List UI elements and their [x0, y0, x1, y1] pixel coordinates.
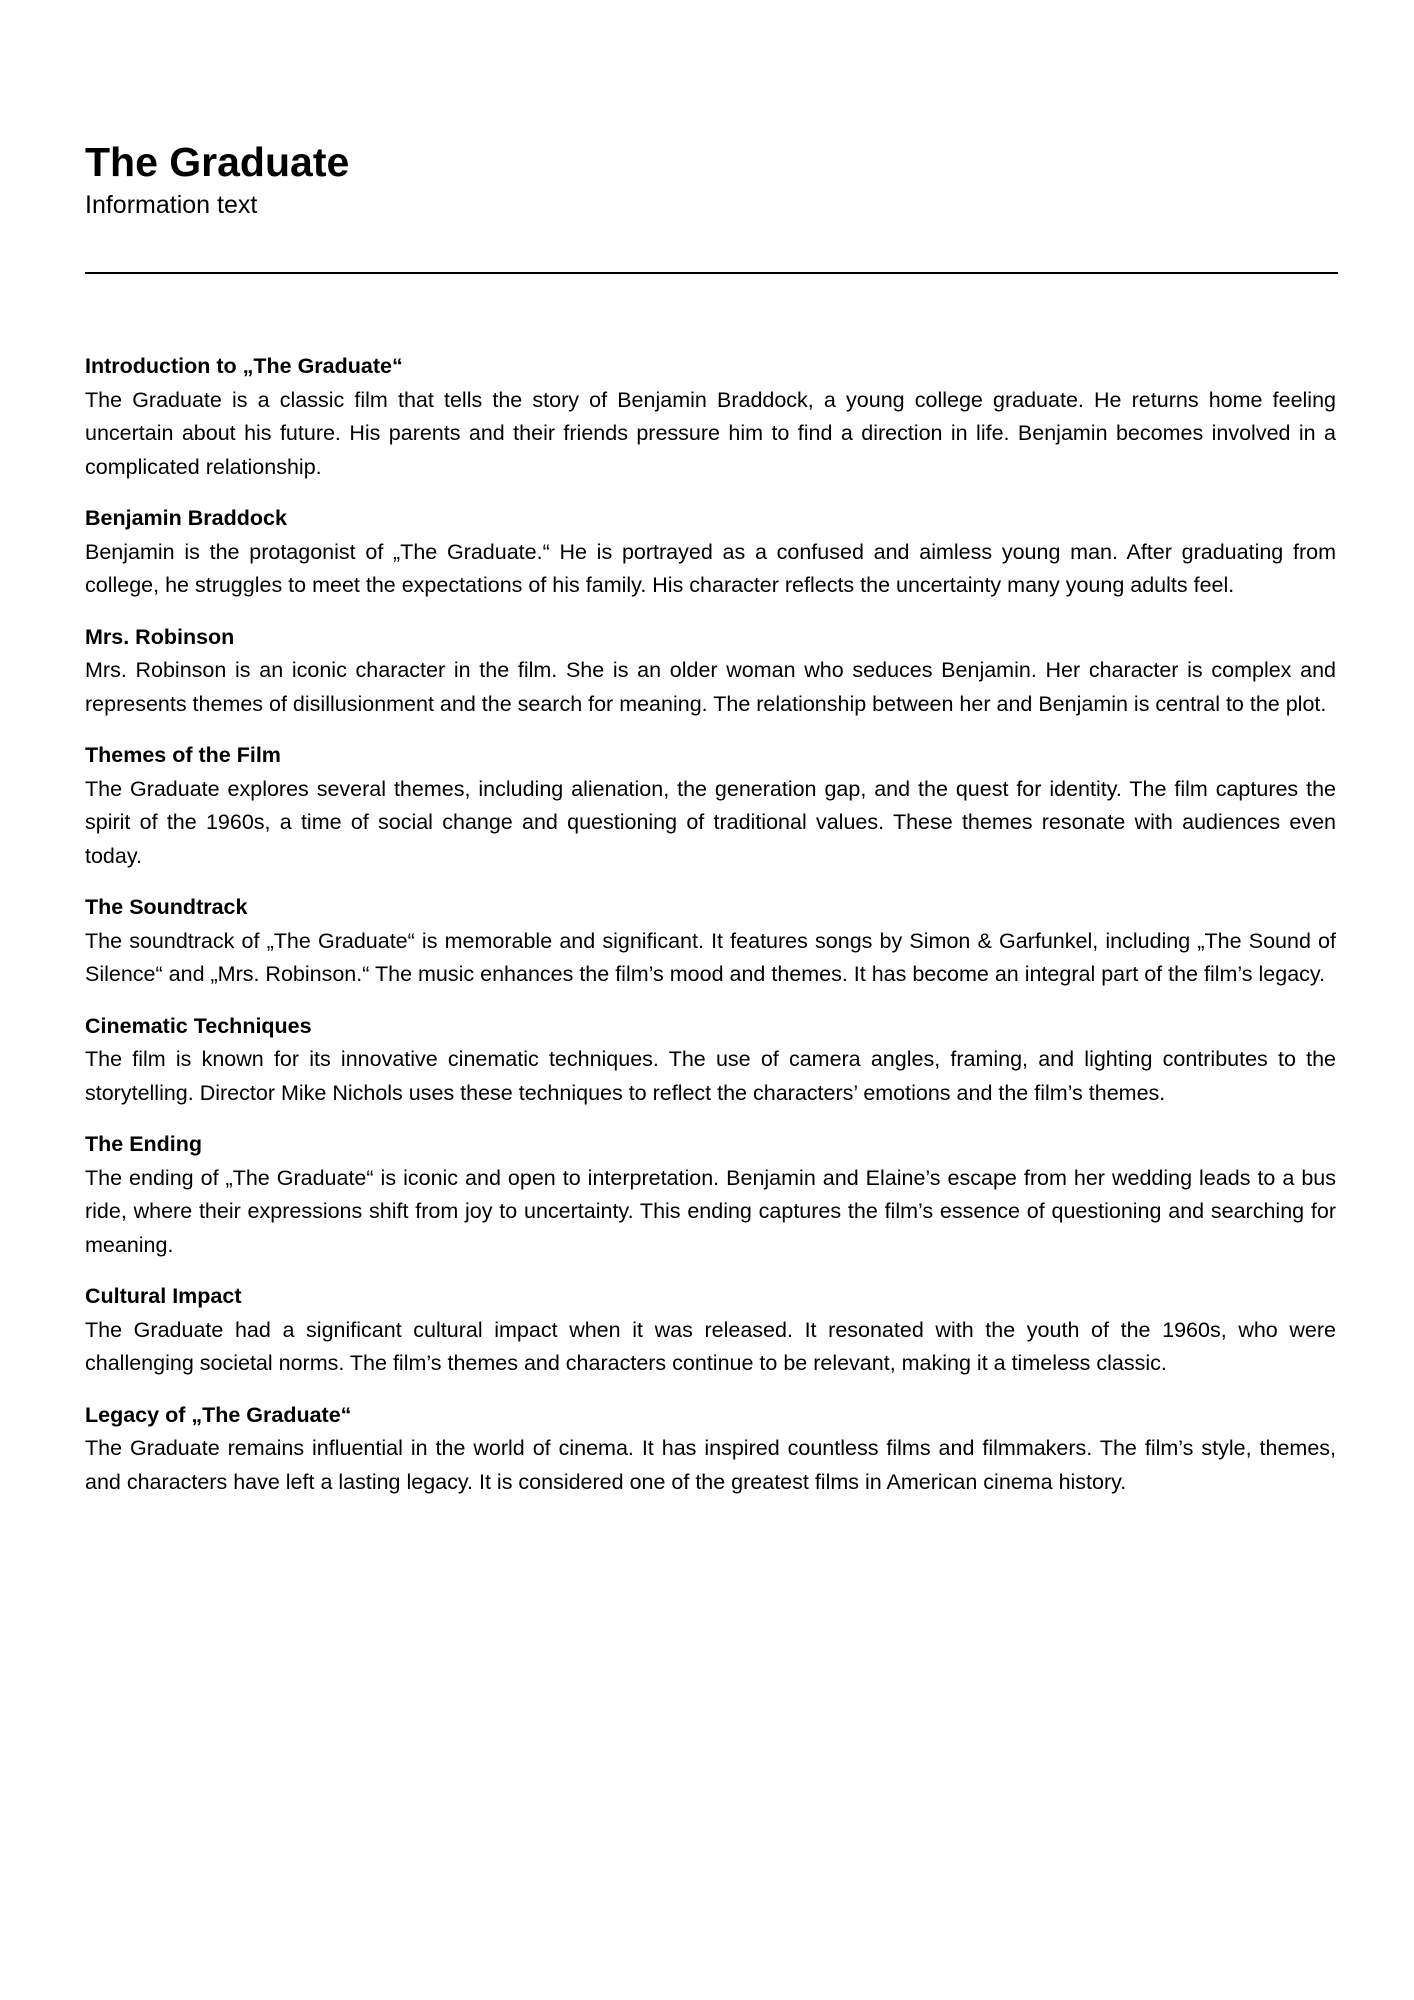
section-body: The Graduate remains influential in the world of cinema. It has inspired countless films and filmmakers. The film’s style, themes, and characters have left a lasting legacy. It is considered one of the greatest films in American cinema history. — [85, 1436, 1336, 1494]
sections-container — [85, 350, 1336, 1517]
section-heading: Cultural Impact — [85, 1284, 242, 1308]
section-cinematic-techniques — [85, 1010, 1336, 1111]
section-body: The ending of „The Graduate“ is iconic and open to interpretation. Benjamin and Elaine’s escape from her wedding leads to a bus ride, where their expressions shift from joy to uncertainty. This ending captures the film’s essence of questioning and searching for meaning. — [85, 1165, 1336, 1257]
section-benjamin-braddock — [85, 502, 1336, 603]
section-cultural-impact — [85, 1280, 1336, 1381]
document-title: The Graduate — [85, 139, 350, 185]
section-heading: The Ending — [85, 1132, 203, 1156]
header-divider — [85, 272, 1338, 274]
section-heading: Introduction to „The Graduate“ — [85, 354, 403, 378]
document-subtitle: Information text — [85, 191, 258, 219]
section-body: The Graduate is a classic film that tells the story of Benjamin Braddock, a young college graduate. He returns home feeling uncertain about his future. His parents and their friends pressure him to find a direction in life. Benjamin becomes involved in a complicated relationship. — [85, 387, 1336, 479]
section-ending — [85, 1128, 1336, 1262]
section-introduction — [85, 350, 1336, 484]
section-heading: Benjamin Braddock — [85, 506, 287, 530]
section-body: The Graduate explores several themes, including alienation, the generation gap, and the quest for identity. The film captures the spirit of the 1960s, a time of social change and questioning of traditional values. These themes resonate with audiences even today. — [85, 776, 1336, 868]
section-body: Benjamin is the protagonist of „The Graduate.“ He is portrayed as a confused and aimless young man. After graduating from college, he struggles to meet the expectations of his family. His character reflects the uncertainty many young adults feel. — [85, 539, 1336, 597]
section-heading: Mrs. Robinson — [85, 624, 235, 649]
section-body: The film is known for its innovative cinematic techniques. The use of camera angles, framing, and lighting contributes to the storytelling. Director Mike Nichols uses these techniques to reflect the characters’ emotions and the film’s themes. — [85, 1047, 1336, 1105]
section-legacy — [85, 1399, 1336, 1500]
section-body: Mrs. Robinson is an iconic character in the film. She is an older woman who seduces Benjamin. Her character is complex and represents themes of disillusionment and the search for meaning. The relationship between her and Benjamin is central to the plot. — [85, 658, 1336, 716]
section-heading: Cinematic Techniques — [85, 1013, 312, 1038]
section-body: The soundtrack of „The Graduate“ is memorable and significant. It features songs by Simon & Garfunkel, including „The Sound of Silence“ and „Mrs. Robinson.“ The music enhances the film’s mood and themes. It has become an integral part of the film’s legacy. — [85, 928, 1336, 986]
section-mrs-robinson — [85, 621, 1336, 722]
section-themes — [85, 739, 1336, 873]
section-heading: The Soundtrack — [85, 895, 248, 919]
section-soundtrack — [85, 891, 1336, 992]
section-body: The Graduate had a significant cultural impact when it was released. It resonated with the youth of the 1960s, who were challenging societal norms. The film’s themes and characters continue to be relevant, making it a timeless classic. — [85, 1317, 1336, 1375]
section-heading: Themes of the Film — [85, 743, 281, 767]
section-heading: Legacy of „The Graduate“ — [85, 1402, 352, 1427]
